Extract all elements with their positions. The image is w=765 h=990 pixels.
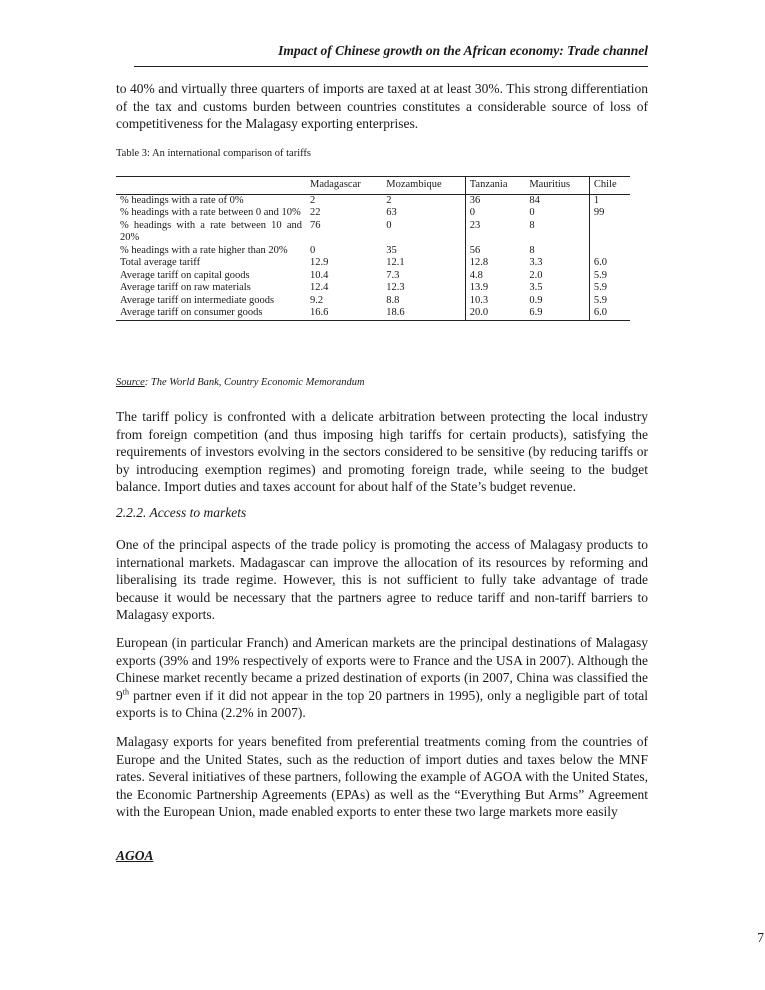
row-label: % headings with a rate between 10 and 20% xyxy=(120,219,302,243)
table-cell: 9.2 xyxy=(310,294,324,306)
table-cell: 56 xyxy=(465,245,525,258)
table-cell: 2 xyxy=(386,194,392,206)
table-cell: 13.9 xyxy=(465,282,525,295)
table-cell: 0.9 xyxy=(529,294,543,306)
table-cell: 10.4 xyxy=(310,269,329,281)
table-cell: 12.8 xyxy=(465,257,525,270)
table-cell: 8 xyxy=(529,219,535,231)
table-cell: 6.9 xyxy=(529,307,543,318)
table-cell: 7.3 xyxy=(386,269,400,281)
table-cell: 23 xyxy=(465,220,525,245)
table-cell: 18.6 xyxy=(386,307,405,318)
table-cell: 6.0 xyxy=(589,307,630,320)
table-row xyxy=(116,220,630,245)
running-title: Impact of Chinese growth on the African economy: Trade channel xyxy=(278,43,648,58)
table-cell: 99 xyxy=(589,207,630,220)
column-header: Mozambique xyxy=(386,179,442,190)
table-row xyxy=(116,257,630,270)
table-row xyxy=(116,307,630,320)
paragraph-markets xyxy=(116,634,648,722)
table-cell xyxy=(589,245,630,258)
table-header-row xyxy=(116,177,630,195)
paragraph-intro: to 40% and virtually three quarters of imports are taxed at at least 30%. This strong differentiation of the tax and customs burden between countries constitutes a considerable source of loss of competitiveness for the Malagasy exporting enterprises. xyxy=(116,81,648,132)
table-cell: 4.8 xyxy=(465,270,525,283)
paragraph-access: One of the principal aspects of the trade policy is promoting the access of Malagasy products to international markets. Madagascar can improve the allocation of its resources by reforming and liberalising its trade regime. However, this is not sufficient to fully take advantage of trade because it would be necessary that the partners agree to reduce tariff and non-tariff barriers to Malagasy exports. xyxy=(116,537,648,623)
header-rule xyxy=(134,66,648,67)
table-cell: 10.3 xyxy=(465,295,525,308)
table-cell: 20.0 xyxy=(465,307,525,320)
table-cell: 2.0 xyxy=(529,269,543,281)
table-cell xyxy=(589,220,630,245)
table-cell: 35 xyxy=(386,244,397,256)
table-cell: 84 xyxy=(529,194,540,206)
table-row xyxy=(116,282,630,295)
table-body xyxy=(116,194,630,320)
row-label: % headings with a rate of 0% xyxy=(120,194,244,206)
table-row xyxy=(116,194,630,207)
row-label: % headings with a rate higher than 20% xyxy=(120,244,288,256)
row-label: Average tariff on consumer goods xyxy=(120,307,263,318)
table-cell: 12.4 xyxy=(310,282,329,293)
table-cell: 36 xyxy=(465,194,525,207)
table-source xyxy=(116,377,365,388)
table-cell: 12.3 xyxy=(386,282,405,293)
table-cell: 63 xyxy=(386,207,397,218)
agoa-heading: AGOA xyxy=(116,848,154,863)
row-label: Average tariff on raw materials xyxy=(120,282,251,293)
superscript-ordinal: th xyxy=(122,687,129,697)
table-cell: 76 xyxy=(310,219,321,231)
table-caption: Table 3: An international comparison of tariffs xyxy=(116,148,312,159)
table-cell: 5.9 xyxy=(589,282,630,295)
markets-text-part2: partner even if it did not appear in the top 20 partners in 1995), only a negligible part of total exports is to China (2.2% in 2007). xyxy=(116,687,648,721)
table-row xyxy=(116,270,630,283)
tariff-table xyxy=(116,176,630,321)
table-cell: 1 xyxy=(589,194,630,207)
table-row xyxy=(116,245,630,258)
column-header: Chile xyxy=(589,177,630,195)
paragraph-tariff-policy: The tariff policy is confronted with a delicate arbitration between protecting the local industry from foreign competition (and thus imposing high tariffs for certain products), satisfying the requirements of investors evolving in the sectors considered to be sensitive (by reducing tariffs or by introducing exemption regimes) and promoting foreign trade, while seeing to the budget balance. Import duties and taxes account for about half of the State’s budget revenue. xyxy=(116,409,648,495)
row-label: Average tariff on capital goods xyxy=(120,269,250,281)
table-cell: 5.9 xyxy=(589,295,630,308)
row-label: % headings with a rate between 0 and 10% xyxy=(120,207,301,218)
table-cell: 0 xyxy=(529,207,535,218)
paragraph-preferential-treatments: Malagasy exports for years benefited from preferential treatments coming from the countries of Europe and the United States, such as the reduction of import duties and taxes below the MNF rates. Several initiatives of these partners, following the example of AGOA with the United States, the Economic Partnership Agreements (EPAs) as well as the “Everything But Arms” Agreement with the European Union, made enabled exports to enter these two large markets more easily xyxy=(116,734,648,820)
table-row xyxy=(116,207,630,220)
row-label: Average tariff on intermediate goods xyxy=(120,294,275,306)
markets-text-part1: European (in particular Franch) and American markets are the principal destinations of Malagasy exports (39% and 19% respectively of exports were to France and the USA in 2007). Although the Chinese market recently became a prized destination of exports (in 2007, China was classified the 9 xyxy=(116,635,648,703)
table-cell: 2 xyxy=(310,194,316,206)
column-header: Tanzania xyxy=(465,177,525,195)
table-cell: 0 xyxy=(310,244,316,256)
page-number: 7 xyxy=(757,930,764,945)
column-header: Mauritius xyxy=(529,179,571,190)
table-cell: 8 xyxy=(529,244,535,256)
table-cell: 16.6 xyxy=(310,307,329,318)
table-cell: 0 xyxy=(465,207,525,220)
table-cell: 12.9 xyxy=(310,257,329,268)
source-text: : The World Bank, Country Economic Memorandum xyxy=(144,377,365,388)
table-row xyxy=(116,295,630,308)
table-cell: 0 xyxy=(386,219,392,231)
table-cell: 3.5 xyxy=(529,282,543,293)
table-cell: 12.1 xyxy=(386,257,405,268)
section-heading: 2.2.2. Access to markets xyxy=(116,505,247,520)
table-header-empty xyxy=(116,177,306,195)
row-label: Total average tariff xyxy=(120,257,201,268)
column-header: Madagascar xyxy=(310,179,361,190)
table-cell: 6.0 xyxy=(589,257,630,270)
table-cell: 3.3 xyxy=(529,257,543,268)
table-cell: 5.9 xyxy=(589,270,630,283)
table-cell: 8.8 xyxy=(386,294,400,306)
table-cell: 22 xyxy=(310,207,321,218)
source-label: Source xyxy=(116,377,145,388)
